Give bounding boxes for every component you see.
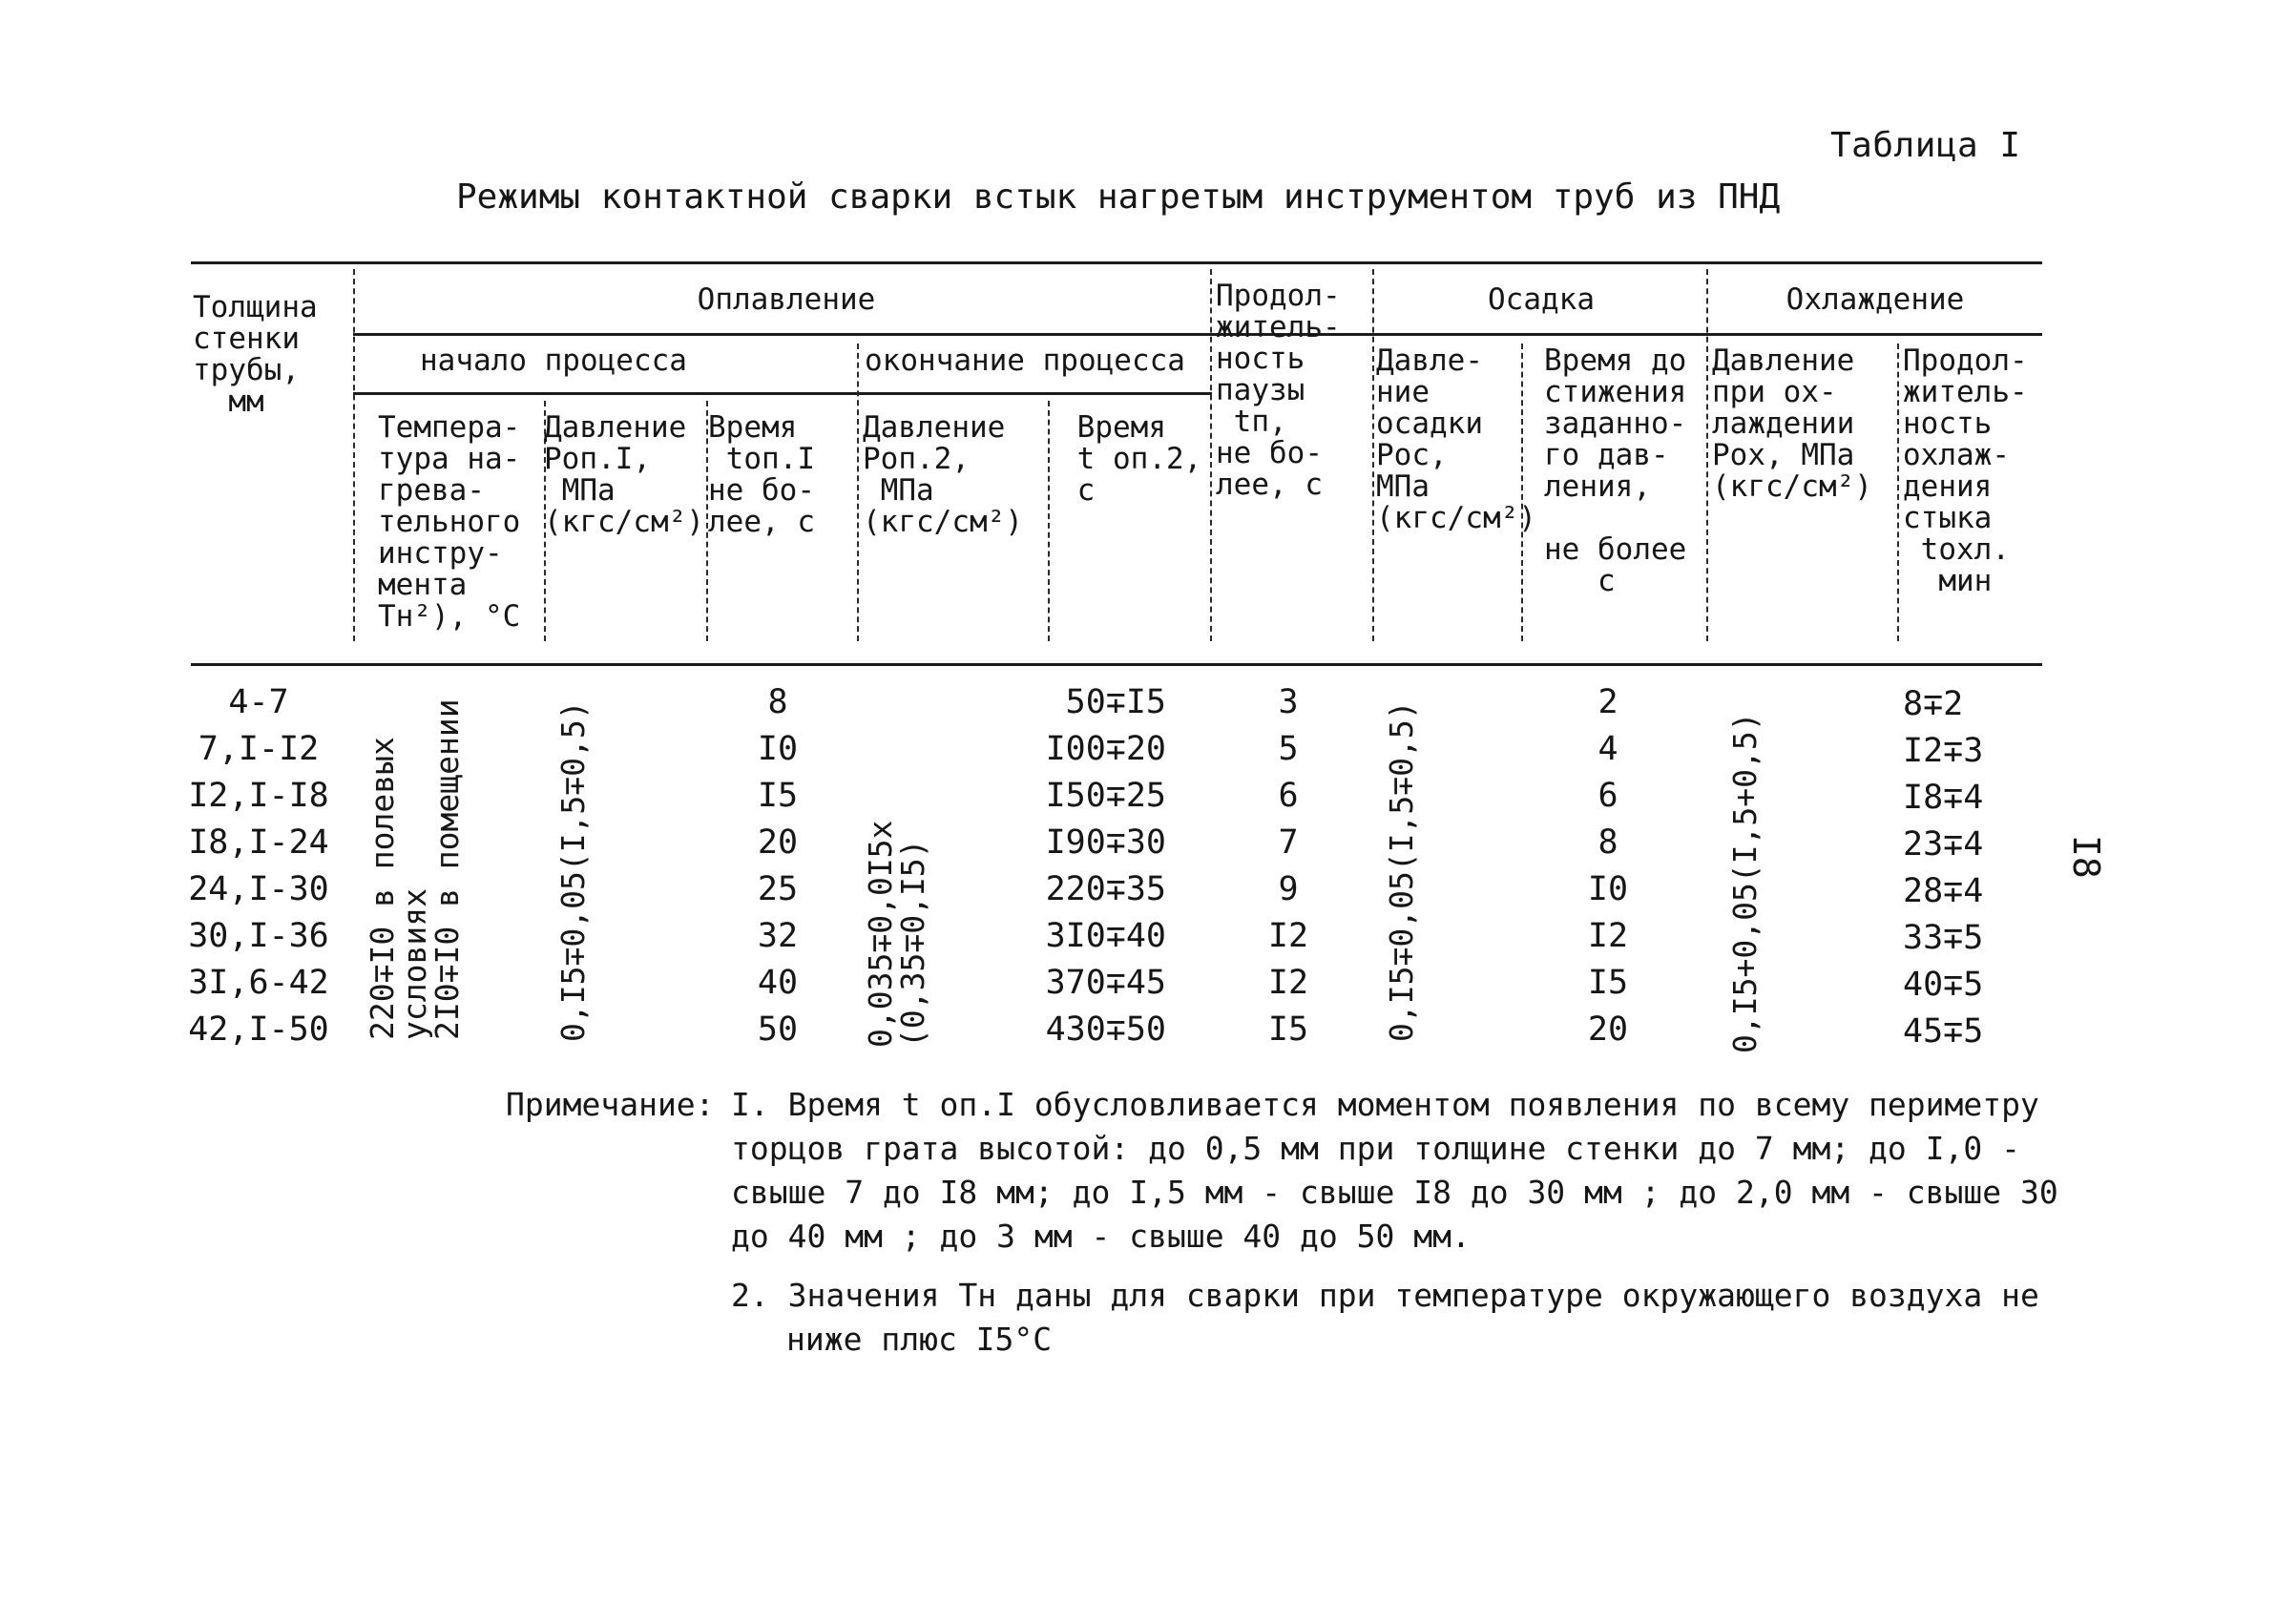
note-2-line-2: ниже плюс I5°C (786, 1321, 1053, 1358)
table-cell: I50∓25 (1045, 777, 1166, 815)
table-cell: 220∓35 (1045, 870, 1166, 908)
table-cell: 50 (757, 1010, 799, 1049)
table-cell: I8,I-24 (188, 823, 329, 862)
table-cell: 20 (757, 823, 799, 862)
header-pause: Продол- житель- ность паузы tп, не бо- лее, с (1216, 279, 1341, 502)
note-1-line-4: до 40 мм ; до 3 мм - свыше 40 до 50 мм. (731, 1218, 1471, 1255)
table-cell: 3 (1278, 683, 1299, 721)
table-cell: 4-7 (228, 683, 289, 721)
table-top-rule (191, 261, 2042, 264)
subheader-rule-upset-cooling (1374, 333, 2042, 336)
table-cell: 7,I-I2 (198, 730, 320, 768)
merged-temp-cell: 220∓I0 в полевых условиях 2I0∓I0 в помещении (364, 698, 466, 1040)
table-cell: 50∓I5 (1065, 683, 1166, 721)
column-t-os (1556, 679, 1660, 1053)
table-cell: 8 (767, 683, 788, 721)
header-p-op2: Давление Pоп.2, МПа (кгс/см²) (863, 410, 1023, 539)
table-cell: 30,I-36 (188, 917, 329, 955)
table-cell: 33∓5 (1903, 919, 1984, 957)
divider (857, 344, 859, 641)
divider (1897, 344, 1899, 641)
note-1-line-1: I. Время t оп.I обусловливается моментом появления по всему периметру (731, 1086, 2039, 1123)
divider (1210, 269, 1212, 641)
table-cell: I2 (1267, 964, 1309, 1002)
table-cell: 8 (1597, 823, 1618, 862)
note-1-line-2: торцов грата высотой: до 0,5 мм при толщине стенки до 7 мм; до I,0 - (731, 1130, 2021, 1167)
table-cell: I8∓4 (1903, 779, 1984, 817)
header-cooling: Охлаждение (1785, 282, 1965, 317)
column-pause (1241, 679, 1336, 1053)
table-cell: I0 (1587, 870, 1629, 908)
table-cell: 25 (757, 870, 799, 908)
note-2-line-1: 2. Значения Tн даны для сварки при температуре окружающего воздуха не (731, 1277, 2039, 1314)
header-p-ox: Давление при ох- лаждении Pох, МПа (кгс/см²) (1712, 344, 1872, 504)
table-cell: 8∓2 (1903, 685, 1964, 723)
header-p-op1: Давление Pоп.I, МПа (кгс/см²) (544, 410, 704, 539)
table-cell: I90∓30 (1045, 823, 1166, 862)
table-cell: 40 (757, 964, 799, 1002)
table-cell: 2 (1597, 683, 1618, 721)
divider (353, 269, 355, 641)
table-cell: 28∓4 (1903, 872, 1984, 910)
header-thickness: Толщина стенки трубы, мм (193, 290, 318, 419)
table-cell: 24,I-30 (188, 870, 329, 908)
table-cell: 6 (1278, 777, 1299, 815)
table-cell: 4 (1597, 730, 1618, 768)
table-cell: I5 (1587, 964, 1629, 1002)
table-cell: 40∓5 (1903, 966, 1984, 1004)
column-thickness (187, 679, 330, 1053)
divider (1706, 269, 1708, 641)
page-number: I8 (2065, 835, 2107, 879)
merged-p-op1-cell: 0,I5∓0,05(I,5∓0,5) (554, 700, 592, 1042)
table-cell: 3I,6-42 (188, 964, 329, 1002)
subheader-rule-melting-params (353, 392, 1212, 395)
table-cell: 7 (1278, 823, 1299, 862)
table-cell: I2 (1587, 917, 1629, 955)
header-t-op2: Время t оп.2, с (1076, 410, 1202, 508)
note-1-line-3: свыше 7 до I8 мм; до I,5 мм - свыше I8 до 30 мм ; до 2,0 мм - свыше 30 (731, 1174, 2058, 1211)
notes-label: Примечание: (506, 1086, 715, 1123)
table-cell: 45∓5 (1903, 1012, 1984, 1051)
header-upset: Осадка (1488, 282, 1595, 317)
merged-p-op2-cell: 0,035∓0,0I5х (0,35∓0,I5) (862, 820, 931, 1048)
column-t-op2 (1021, 679, 1166, 1053)
table-cell: 430∓50 (1045, 1010, 1166, 1049)
column-t-ox (1903, 681, 2017, 1055)
table-cell: 370∓45 (1045, 964, 1166, 1002)
table-cell: 6 (1597, 777, 1618, 815)
table-cell: 23∓4 (1903, 825, 1984, 864)
table-cell: I0 (757, 730, 799, 768)
header-melting: Оплавление (697, 282, 876, 317)
divider (1372, 269, 1374, 641)
header-t-op1: Время tоп.I не бо- лее, с (708, 410, 815, 539)
header-start: начало процесса (420, 344, 687, 378)
table-cell: 42,I-50 (188, 1010, 329, 1049)
table-cell: I5 (757, 777, 799, 815)
table-cell: 32 (757, 917, 799, 955)
table-cell: I5 (1267, 1010, 1309, 1049)
header-p-os: Давле- ние осадки Pос, МПа (кгс/см²) (1376, 344, 1536, 535)
header-end: окончание процесса (865, 344, 1185, 378)
table-cell: I00∓20 (1045, 730, 1166, 768)
header-temp: Темпера- тура на- грева- тельного инстру- мента Tн²), °C (378, 410, 521, 634)
header-bottom-rule (191, 663, 2042, 666)
merged-p-os-cell: 0,I5∓0,05(I,5∓0,5) (1383, 700, 1420, 1042)
table-cell: I2 (1267, 917, 1309, 955)
header-t-os: Время до стижения заданно- го дав- ления, не более с (1544, 344, 1687, 598)
table-cell: 20 (1587, 1010, 1629, 1049)
table-cell: 5 (1278, 730, 1299, 768)
table-label: Таблица I (1830, 126, 2021, 165)
table-cell: I2,I-I8 (188, 777, 329, 815)
column-t-op1 (725, 679, 830, 1053)
table-cell: I2∓3 (1903, 732, 1984, 770)
table-cell: 9 (1278, 870, 1299, 908)
table-cell: 3I0∓40 (1045, 917, 1166, 955)
merged-p-ox-cell: 0,I5+0,05(I,5+0,5) (1726, 712, 1764, 1053)
table-title: Режимы контактной сварки встык нагретым инструментом труб из ПНД (456, 177, 1781, 217)
divider (1048, 401, 1050, 641)
header-t-ox: Продол- житель- ность охлаж- дения стыка tохл. мин (1903, 344, 2028, 598)
